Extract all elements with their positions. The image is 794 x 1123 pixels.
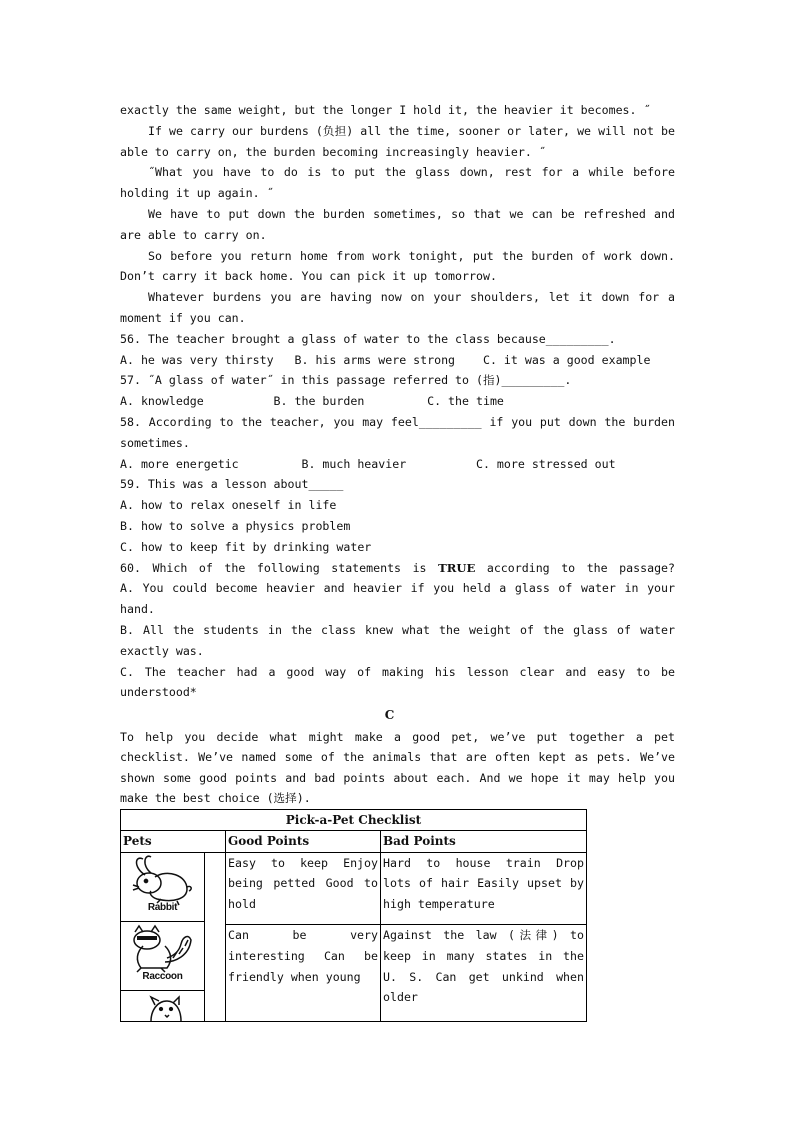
animal-partial <box>121 991 204 1021</box>
question-60-option-c: C. The teacher had a good way of making his lesson clear and easy to be understood* <box>120 664 675 700</box>
raccoon-good-points: Can be very interesting Can be friendly when young <box>226 925 381 1021</box>
passage-paragraph: ˝What you have to do is to put the glass down, rest for a while before holding it up again. ˝ <box>120 165 675 201</box>
section-c-heading: C <box>384 708 395 723</box>
pets-images-cell <box>121 852 226 1021</box>
passage-paragraph: Whatever burdens you are having now on your shoulders, let it down for a moment if you can. <box>120 290 675 325</box>
question-60-option-b: B. All the students in the class knew what the weight of the glass of water exactly was. <box>120 622 675 658</box>
column-header-pets: Pets <box>121 831 226 853</box>
raccoon-bad-points: Against the law (法律) to keep in many states in the U. S. Can get unkind when older <box>381 925 587 1021</box>
question-60-stem <box>120 558 675 579</box>
passage-paragraph: exactly the same weight, but the longer I hold it, the heavier it becomes. ˝ <box>120 103 651 117</box>
question-57-stem: 57. ˝A glass of water˝ in this passage referred to (指)_________. <box>120 373 572 388</box>
animal-label: Raccoon <box>142 971 183 983</box>
animal-raccoon <box>121 922 204 991</box>
pet-checklist-table <box>120 809 587 1022</box>
rabbit-bad-points: Hard to house train Drop lots of hair Easily upset by high temperature <box>381 852 587 925</box>
passage-paragraph: We have to put down the burden sometimes, so that we can be refreshed and are able to carry on. <box>120 206 675 242</box>
question-60-stem-end: according to the passage? <box>486 560 676 575</box>
animal-icon <box>121 991 199 1021</box>
question-60-option-a: A. You could become heavier and heavier if you held a glass of water in your hand. <box>120 581 675 617</box>
column-header-bad: Bad Points <box>381 831 587 853</box>
column-header-good: Good Points <box>226 831 381 853</box>
document-page <box>120 100 675 1022</box>
question-56-stem: 56. The teacher brought a glass of water to the class because_________. <box>120 331 616 346</box>
checklist-title: Pick-a-Pet Checklist <box>121 809 587 831</box>
question-57-options: A. knowledge B. the burden C. the time <box>120 394 504 409</box>
question-59-option-a: A. how to relax oneself in life <box>120 498 337 513</box>
rabbit-good-points: Easy to keep Enjoy being petted Good to hold <box>226 852 381 925</box>
passage-paragraph: If we carry our burdens (负担) all the time, sooner or later, we will not be able to carry on, the burden becoming increasingly heavier. ˝ <box>120 123 675 159</box>
question-59-option-c: C. how to keep fit by drinking water <box>120 539 372 554</box>
question-58-options: A. more energetic B. much heavier C. more stressed out <box>120 456 616 471</box>
question-56-options: A. he was very thirsty B. his arms were strong C. it was a good example <box>120 352 651 367</box>
question-60-stem-true: TRUE <box>438 560 476 575</box>
animal-rabbit <box>121 853 204 922</box>
question-59-stem: 59. This was a lesson about_____ <box>120 477 344 492</box>
question-58-stem: 58. According to the teacher, you may feel_________ if you put down the burden sometimes. <box>120 414 675 450</box>
question-59-option-b: B. how to solve a physics problem <box>120 518 351 533</box>
question-60-stem-start: 60. Which of the following statements is <box>120 560 427 575</box>
animal-label: Rabbit <box>147 902 178 914</box>
section-c-intro: To help you decide what might make a good pet, we’ve put together a pet checklist. We’ve named some of the animals that are often kept as pets. We’ve shown some good points and bad points about each. And we hope it may help you make the best choice (选择). <box>120 729 675 806</box>
passage-paragraph: So before you return home from work tonight, put the burden of work down. Don’t carry it back home. You can pick it up tomorrow. <box>120 248 675 284</box>
